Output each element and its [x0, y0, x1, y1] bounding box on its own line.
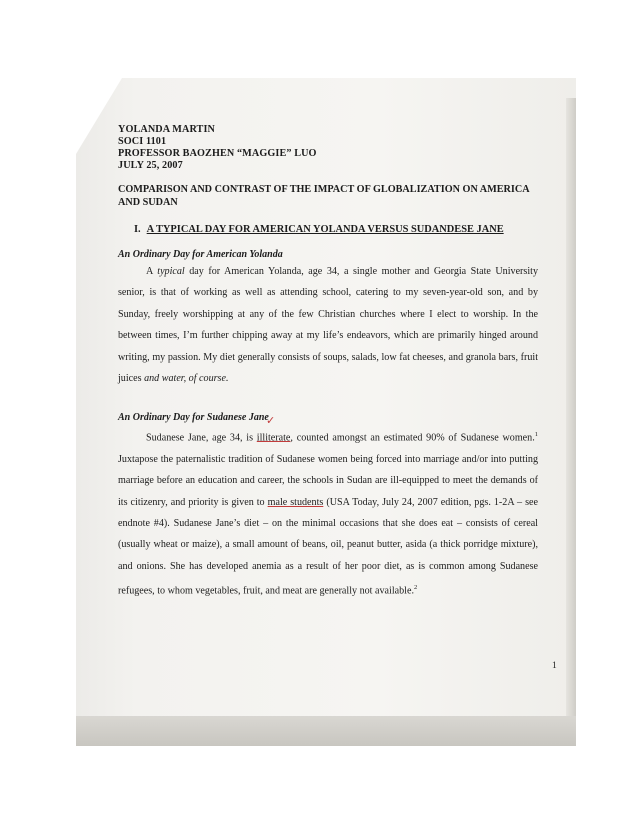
scan-corner-cut — [76, 78, 122, 154]
section-heading — [134, 224, 504, 235]
paragraph-american: A typical day for American Yolanda, age 34, a single mother and Georgia State University senior, is that of working as well as attending school, catering to my seven-year-old son, and by Sunday, freely worshipping at any of the few Christian churches where I elect to worship. In the between times, I’m further chipping away at my life’s endeavors, which are primarily hinged around writing, my passion. My diet generally consists of soups, salads, low fat cheeses, and granola bars, fruit juices and water, of course. — [118, 266, 538, 385]
underlined-illiterate: illiterate — [256, 432, 291, 444]
paragraph-sudanese: Sudanese Jane, age 34, is illiterate, counted amongst an estimated 90% of Sudanese women.$^1$ Juxtapose the paternalistic tradition of Sudanese women being forced into marriage and/or into putting marriage before an education and career, the schools in Sudan are ill-equipped to meet the demands of its citizenry, and priority is given to male students (USA Today, July 24, 2007 edition, pgs. 1-2A – see endnote #4). Sudanese Jane’s diet – on the minimal occasions that she does eat – consists of cereal (usually wheat or maize), a small amount of beans, oil, peanut butter, asida (a thick porridge mixture), and onions. She has developed anemia as a result of her poor diet, as is common among Sudanese refugees, to whom vegetables, fruit, and meat are generally not available.$^2$ — [118, 431, 538, 597]
course-code: SOCI 1101 — [118, 136, 167, 147]
page-number: 1 — [552, 661, 557, 671]
scanned-page — [76, 78, 576, 746]
author-name: YOLANDA MARTIN — [118, 124, 215, 135]
professor-name: PROFESSOR BAOZHEN “MAGGIE” LUO — [118, 148, 317, 159]
emphasis-typical: typical — [157, 266, 185, 277]
checkmark-annotation-icon: ✓ — [266, 415, 276, 427]
footnote-2: 2 — [413, 584, 418, 592]
page-stack-edge-bottom — [76, 716, 576, 746]
author-header — [118, 124, 317, 172]
section-title: A TYPICAL DAY FOR AMERICAN YOLANDA VERSUS SUDANDESE JANE — [146, 224, 504, 235]
subheading-american: An Ordinary Day for American Yolanda — [118, 249, 283, 260]
paper-date: JULY 25, 2007 — [118, 160, 183, 171]
emphasis-water: and water, of course. — [144, 373, 229, 385]
page-stack-edge-right — [566, 98, 576, 746]
paper-title: COMPARISON AND CONTRAST OF THE IMPACT OF GLOBALIZATION ON AMERICA AND SUDAN — [118, 184, 530, 208]
footnote-1: 1 — [534, 431, 538, 438]
underlined-male-students: male students — [267, 496, 324, 508]
subheading-sudanese: An Ordinary Day for Sudanese Jane — [118, 412, 269, 423]
section-number: I. — [134, 224, 141, 235]
